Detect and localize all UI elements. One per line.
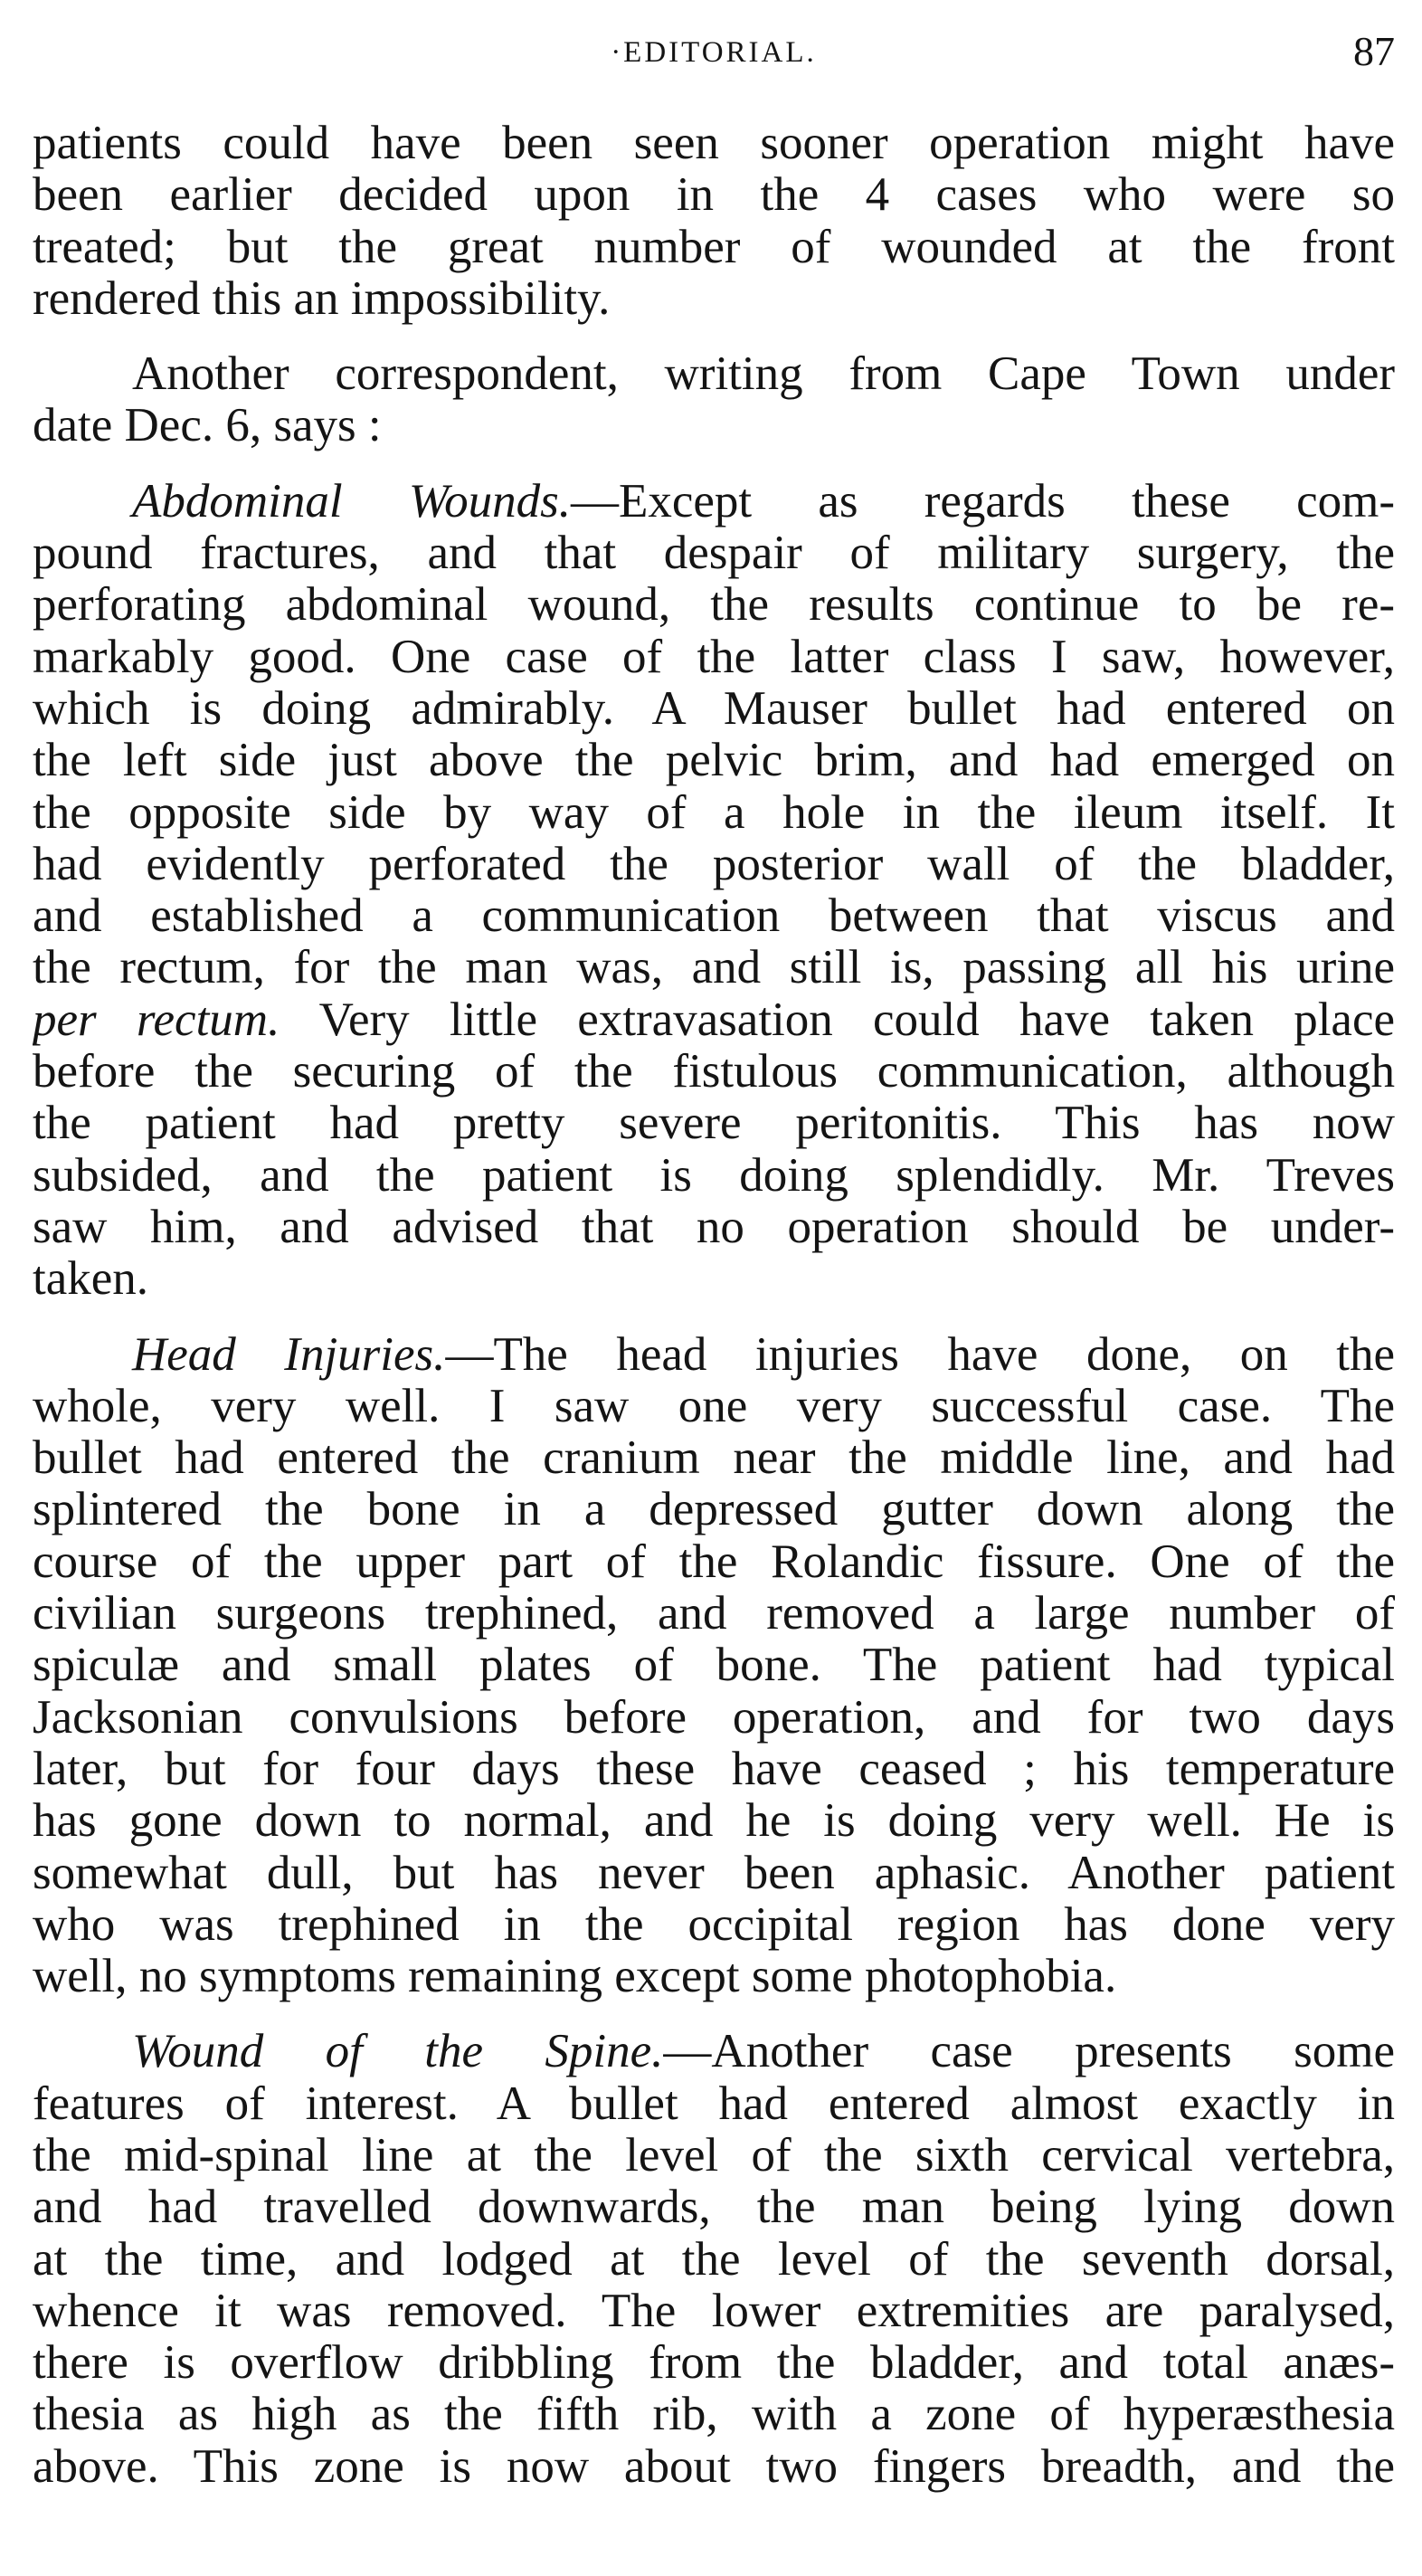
italic-phrase: per rectum. <box>33 993 280 1046</box>
page-number: 87 <box>1353 28 1395 74</box>
text-line: date Dec. 6, says : <box>33 400 382 452</box>
text-line: features of interest. A bullet had entered almost exactly in <box>33 2077 1395 2130</box>
text-line: whole, very well. I saw one very successful case. The <box>33 1380 1395 1432</box>
text-line: Another correspondent, writing from Cape Town under <box>132 348 1395 401</box>
text-fragment: —Another case presents some <box>663 2026 1395 2078</box>
text-line: later, but for four days these have ceased ; his temperature <box>33 1743 1395 1795</box>
text-line-with-heading <box>33 476 1395 528</box>
text-line: and had travelled downwards, the man being lying down <box>33 2182 1395 2234</box>
text-line-with-heading <box>33 1329 1395 1381</box>
text-line: somewhat dull, but has never been aphasic. Another patient <box>33 1847 1395 1899</box>
text-line: splintered the bone in a depressed gutter down along the <box>33 1484 1395 1536</box>
text-line: the mid-spinal line at the level of the sixth cervical vertebra, <box>33 2129 1395 2182</box>
paragraph-continuation <box>33 118 1395 325</box>
text-line: rendered this an impossibility. <box>33 272 611 325</box>
text-line: patients could have been seen sooner operation might have <box>33 118 1395 169</box>
paragraph-abdominal-wounds <box>33 476 1395 1306</box>
text-fragment: —Except as regards these com- <box>571 475 1395 528</box>
section-lead-wound-of-spine: Wound of the Spine. <box>132 2026 664 2078</box>
text-line-with-heading <box>33 2026 1395 2077</box>
document-page <box>33 0 1395 2493</box>
text-line: there is overflow dribbling from the bladder, and total anæs- <box>33 2337 1395 2390</box>
text-line: which is doing admirably. A Mauser bullet had entered on <box>33 682 1395 735</box>
text-line: pound fractures, and that despair of military surgery, the <box>33 528 1395 580</box>
text-line: before the securing of the fistulous communication, although <box>33 1046 1395 1098</box>
text-line: above. This zone is now about two fingers breadth, and the <box>33 2440 1395 2493</box>
text-line: thesia as high as the fifth rib, with a zone of hyperæsthesia <box>33 2389 1395 2441</box>
text-line: course of the upper part of the Rolandic fissure. One of the <box>33 1535 1395 1588</box>
text-line: the rectum, for the man was, and still is, passing all his urine <box>33 942 1395 994</box>
section-lead-head-injuries: Head Injuries. <box>132 1328 446 1381</box>
text-line: subsided, and the patient is doing splendidly. Mr. Treves <box>33 1149 1395 1202</box>
paragraph-wound-of-spine <box>33 2026 1395 2493</box>
text-fragment: —The head injuries have done, on the <box>445 1328 1395 1381</box>
text-line: and established a communication between that viscus and <box>33 890 1395 943</box>
text-line: has gone down to normal, and he is doing very well. He is <box>33 1795 1395 1848</box>
text-line: at the time, and lodged at the level of the seventh dorsal, <box>33 2233 1395 2286</box>
text-line: well, no symptoms remaining except some photophobia. <box>33 1951 1117 2003</box>
text-line: Jacksonian convulsions before operation, and for two days <box>33 1691 1395 1744</box>
text-line: treated; but the great number of wounded at the front <box>33 221 1395 273</box>
running-title: ·EDITORIAL. <box>611 36 817 69</box>
text-line: had evidently perforated the posterior wall of the bladder, <box>33 838 1395 890</box>
text-fragment: Very little extravasation could have taken place <box>280 993 1395 1046</box>
text-line: markably good. One case of the latter class I saw, however, <box>33 631 1395 683</box>
text-line: bullet had entered the cranium near the middle line, and had <box>33 1432 1395 1485</box>
text-line: the opposite side by way of a hole in the ileum itself. It <box>33 786 1395 839</box>
text-line: spiculæ and small plates of bone. The patient had typical <box>33 1640 1395 1692</box>
text-line: the left side just above the pelvic brim, and had emerged on <box>33 735 1395 787</box>
text-line: whence it was removed. The lower extremities are paralysed, <box>33 2285 1395 2337</box>
text-line: who was trephined in the occipital region has done very <box>33 1898 1395 1951</box>
running-head <box>33 0 1395 118</box>
paragraph-head-injuries <box>33 1329 1395 2003</box>
text-line: been earlier decided upon in the 4 cases who were so <box>33 169 1395 222</box>
text-line: taken. <box>33 1253 149 1306</box>
text-line-with-italic <box>33 994 1395 1046</box>
text-line: the patient had pretty severe peritonitis. This has now <box>33 1098 1395 1150</box>
text-line: civilian surgeons trephined, and removed a large number of <box>33 1588 1395 1640</box>
section-lead-abdominal-wounds: Abdominal Wounds. <box>132 475 571 528</box>
text-line: perforating abdominal wound, the results continue to be re- <box>33 579 1395 632</box>
paragraph-correspondent <box>33 348 1395 452</box>
text-line: saw him, and advised that no operation should be under- <box>33 1201 1395 1253</box>
